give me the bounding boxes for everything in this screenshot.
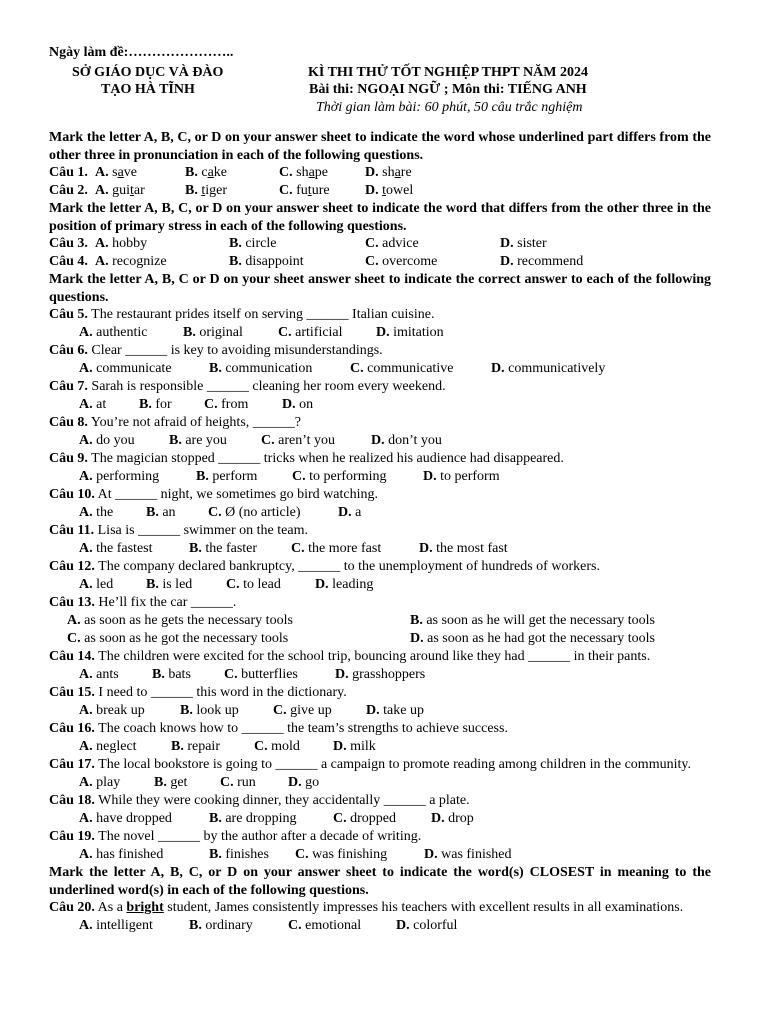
question-stem: The children were excited for the school trip, bouncing around like they had ______ in their pants. [98,649,651,664]
question-14 [49,648,711,684]
question-label: Câu 12. [49,559,95,574]
option-a[interactable]: A. the fastest [79,541,153,556]
question-6 [49,342,711,378]
question-5 [49,306,711,342]
question-stem: The coach knows how to ______ the team’s strengths to achieve success. [98,721,508,736]
question-label: Câu 7. [49,379,88,394]
question-1 [49,164,711,182]
question-label: Câu 5. [49,307,88,322]
option-d[interactable]: D. take up [366,703,424,718]
question-9 [49,450,711,486]
question-stem: Sarah is responsible ______ cleaning her room every weekend. [91,379,446,394]
option-d[interactable]: D. towel [365,183,414,198]
question-stem: The novel ______ by the author after a decade of writing. [98,829,422,844]
question-label: Câu 1. [49,165,88,180]
option-a[interactable]: A. has finished [79,847,164,862]
question-13 [49,594,711,648]
exam-time: Thời gian làm bài: 60 phút, 50 câu trắc nghiệm [316,100,583,115]
department-line-2: TẠO HÀ TĨNH [101,82,195,97]
question-label: Câu 11. [49,523,95,538]
option-d[interactable]: D. go [288,775,320,790]
question-17 [49,756,711,792]
option-a[interactable]: A. intelligent [79,918,153,933]
question-stem: He’ll fix the car ______. [98,595,237,610]
question-20 [49,899,711,935]
option-d[interactable]: D. sister [500,236,547,251]
option-b[interactable]: B. communication [209,361,313,376]
option-d[interactable]: D. recommend [500,254,584,269]
question-stem-end: student, James consistently impresses his teachers with excellent results in all examinations. [167,900,684,915]
option-c[interactable]: C. emotional [288,918,362,933]
option-c[interactable]: C. the more fast [291,541,382,556]
question-label: Câu 13. [49,595,95,610]
option-c[interactable]: C. Ø (no article) [208,505,301,520]
option-a[interactable]: A. do you [79,433,135,448]
question-label: Câu 15. [49,685,95,700]
option-b[interactable]: B. get [154,775,188,790]
question-16 [49,720,711,756]
question-label: Câu 18. [49,793,95,808]
option-b[interactable]: B. finishes [209,847,269,862]
exam-page [49,44,711,935]
underlined-word: bright [126,900,164,915]
option-b[interactable]: B. perform [196,469,258,484]
option-d[interactable]: D. don’t you [371,433,442,448]
question-label: Câu 20. [49,900,95,915]
option-a[interactable]: A. at [79,397,107,412]
question-label: Câu 14. [49,649,95,664]
option-d[interactable]: D. grasshoppers [335,667,426,682]
question-stem: Lisa is ______ swimmer on the team. [97,523,308,538]
option-b[interactable]: B. an [146,505,176,520]
option-b[interactable]: B. tiger [185,183,227,198]
question-stem: While they were cooking dinner, they accidentally ______ a plate. [98,793,470,808]
question-stem: The magician stopped ______ tricks when he realized his audience had disappeared. [91,451,564,466]
question-label: Câu 6. [49,343,88,358]
option-c[interactable]: C. overcome [365,254,438,269]
option-c[interactable]: C. mold [254,739,300,754]
section-instruction-correct-answer: Mark the letter A, B, C or D on your sheet answer sheet to indicate the correct answer to each of the following questions. [49,272,711,305]
section-instruction-pronunciation: Mark the letter A, B, C, or D on your answer sheet to indicate the word whose underlined part differs from the other three in pronunciation in each of the following questions. [49,130,711,163]
question-stem: Clear ______ is key to avoiding misunderstandings. [91,343,383,358]
option-d[interactable]: D. the most fast [419,541,508,556]
option-a[interactable]: A. guitar [95,183,145,198]
question-12 [49,558,711,594]
option-b[interactable]: B. are you [169,433,227,448]
option-a[interactable]: A. authentic [79,325,148,340]
option-b[interactable]: B. repair [171,739,220,754]
question-15 [49,684,711,720]
option-d[interactable]: D. to perform [423,469,500,484]
question-7 [49,378,711,414]
question-label: Câu 4. [49,254,88,269]
question-label: Câu 19. [49,829,95,844]
option-b[interactable]: B. as soon as he will get the necessary tools [410,613,655,628]
option-d[interactable]: D. communicatively [491,361,606,376]
option-c[interactable]: C. future [279,183,330,198]
option-d[interactable]: D. a [338,505,362,520]
option-d[interactable]: D. share [365,165,412,180]
option-b[interactable]: B. cake [185,165,227,180]
option-d[interactable]: D. as soon as he had got the necessary tools [410,631,655,646]
question-label: Câu 8. [49,415,88,430]
option-a[interactable]: A. recognize [95,254,167,269]
option-a[interactable]: A. the [79,505,114,520]
question-label: Câu 10. [49,487,95,502]
option-c[interactable]: C. to lead [226,577,281,592]
option-a[interactable]: A. have dropped [79,811,172,826]
option-a[interactable]: A. as soon as he gets the necessary tools [67,613,293,628]
option-d[interactable]: D. drop [431,811,474,826]
option-b[interactable]: B. ordinary [189,918,253,933]
question-stem: The restaurant prides itself on serving ______ Italian cuisine. [91,307,435,322]
option-c[interactable]: C. aren’t you [261,433,336,448]
section-instruction-closest-meaning: Mark the letter A, B, C, or D on your answer sheet to indicate the word(s) CLOSEST in meaning to the underlined word(s) in each of the following questions. [49,865,711,898]
option-b[interactable]: B. circle [229,236,277,251]
option-b[interactable]: B. is led [146,577,193,592]
question-stem: You’re not afraid of heights, ______? [90,415,301,430]
question-8 [49,414,711,450]
exam-subject: Bài thi: NGOẠI NGỮ ; Môn thi: TIẾNG ANH [309,82,587,97]
question-stem: The company declared bankruptcy, ______ to the unemployment of hundreds of workers. [98,559,600,574]
option-b[interactable]: B. bats [152,667,191,682]
option-d[interactable]: D. imitation [376,325,444,340]
question-4 [49,253,711,271]
option-c[interactable]: C. was finishing [295,847,388,862]
option-a[interactable]: A. neglect [79,739,137,754]
exam-header [49,44,711,116]
option-c[interactable]: C. artificial [278,325,343,340]
option-a[interactable]: A. save [95,165,138,180]
date-label: Ngày làm đề:………………….. [49,45,234,60]
option-c[interactable]: C. advice [365,236,419,251]
option-b[interactable]: B. are dropping [209,811,297,826]
option-c[interactable]: C. to performing [292,469,387,484]
question-3 [49,235,711,253]
department-line-1: SỞ GIÁO DỤC VÀ ĐÀO [72,65,224,80]
option-d[interactable]: D. colorful [396,918,458,933]
question-label: Câu 3. [49,236,88,251]
option-a[interactable]: A. communicate [79,361,172,376]
question-11 [49,522,711,558]
option-a[interactable]: A. performing [79,469,160,484]
option-a[interactable]: A. break up [79,703,145,718]
question-stem: At ______ night, we sometimes go bird watching. [97,487,378,502]
option-c[interactable]: C. dropped [333,811,397,826]
option-c[interactable]: C. run [220,775,256,790]
question-19 [49,828,711,864]
option-d[interactable]: D. was finished [424,847,512,862]
option-a[interactable]: A. led [79,577,114,592]
question-label: Câu 9. [49,451,88,466]
question-stem: The local bookstore is going to ______ a campaign to promote reading among children in the community. [98,757,691,772]
option-c[interactable]: C. communicative [350,361,454,376]
option-b[interactable]: B. look up [180,703,239,718]
option-a[interactable]: A. ants [79,667,119,682]
question-stem-start: As a [97,900,123,915]
question-label: Câu 16. [49,721,95,736]
option-a[interactable]: A. play [79,775,121,790]
question-label: Câu 2. [49,183,88,198]
question-2 [49,182,711,200]
option-b[interactable]: B. for [139,397,172,412]
question-10 [49,486,711,522]
option-d[interactable]: D. leading [315,577,374,592]
option-a[interactable]: A. hobby [95,236,148,251]
question-stem: I need to ______ this word in the dictionary. [98,685,347,700]
option-c[interactable]: C. from [204,397,249,412]
question-18 [49,792,711,828]
option-b[interactable]: B. the faster [189,541,258,556]
option-d[interactable]: D. on [282,397,314,412]
exam-title: KÌ THI THỬ TỐT NGHIỆP THPT NĂM 2024 [308,65,588,80]
option-b[interactable]: B. original [183,325,243,340]
option-c[interactable]: C. as soon as he got the necessary tools [67,631,289,646]
option-c[interactable]: C. shape [279,165,329,180]
option-b[interactable]: B. disappoint [229,254,304,269]
option-c[interactable]: C. give up [273,703,332,718]
section-instruction-stress: Mark the letter A, B, C, or D on your answer sheet to indicate the word that differs from the other three in the position of primary stress in each of the following questions. [49,201,711,234]
question-label: Câu 17. [49,757,95,772]
option-d[interactable]: D. milk [333,739,376,754]
option-c[interactable]: C. butterflies [224,667,298,682]
